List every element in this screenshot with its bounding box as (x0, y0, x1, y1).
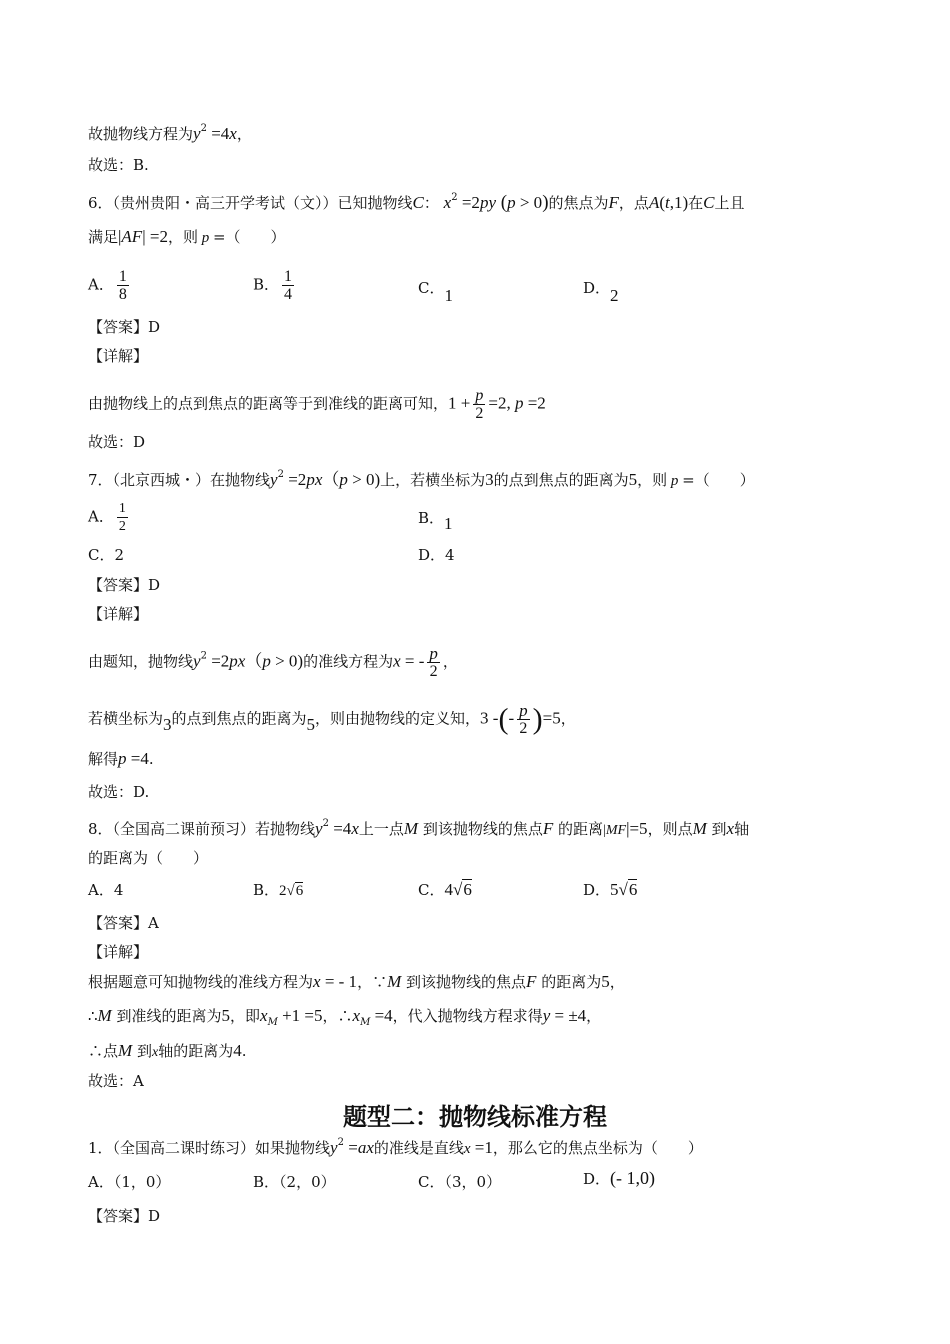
text-span: ，那么它的焦点坐标为（ ） (492, 1139, 703, 1157)
option-1-c: C．（3，0） (418, 1173, 502, 1191)
option-6-d (583, 278, 619, 305)
question-6-stem-cont: 满足|AF| =2，则 p =（ ） (88, 227, 286, 246)
solution-6: 由抛物线上的点到焦点的距离等于到准线的距离可知，1 + $\frac{p}{2}$ =2, p =2 (88, 387, 546, 422)
option-label: B． (253, 881, 280, 899)
text-span: 若横坐标为 (88, 709, 164, 728)
option-6-c (418, 278, 453, 305)
text-span: ，则由抛物线的定义知， (315, 709, 481, 728)
text-span: 的焦点为 (548, 194, 609, 212)
text-span: =（ ） (682, 471, 755, 489)
text-span: 到该抛物线的焦点 (422, 820, 543, 838)
option-7-d: D．4 (418, 546, 455, 564)
choice-8: 故选：A (88, 1072, 144, 1090)
option-6-b: B． $\frac{1}{4}$ (253, 268, 293, 303)
option-8-b: B．2√6 (253, 881, 304, 899)
text-span: 8．（全国高二课前预习）若抛物线 (88, 820, 316, 838)
text-span: 的点到焦点的距离为 (171, 709, 307, 728)
option-7-a: A． $\frac{1}{2}$ (88, 501, 126, 534)
text-span: 到该抛物线的焦点 (406, 973, 527, 991)
option-8-a: A．4 (88, 881, 124, 899)
option-value: 2 (610, 286, 619, 305)
option-label: C． (418, 881, 445, 899)
solution-8-line3: ∴点M 到x轴的距离为4. (88, 1041, 247, 1060)
choice-7: 故选：D. (88, 783, 150, 801)
text-span: 满足 (88, 228, 119, 246)
answer-6: 【答案】D (88, 318, 161, 336)
question-8-stem: 8．（全国高二课前预习）若抛物线$y^2 =4x$上一点M 到该抛物线的焦点F 的距离|MF|=5，则点M 到x轴 (88, 818, 750, 838)
text-span: ，则点 (647, 820, 693, 838)
text-span: 轴的距离为 (158, 1042, 234, 1060)
option-label: D． (583, 881, 611, 899)
solution-7-line2: 若横坐标为3的点到焦点的距离为5，则由抛物线的定义知，3 -(- $\frac{p}{2}$ )=5， (88, 701, 576, 737)
text-span: 的点到焦点的距离为 (493, 471, 629, 489)
option-1-a: A．（1，0） (88, 1173, 171, 1191)
text-span: 故抛物线方程为 (88, 125, 194, 143)
option-label: B． (253, 275, 280, 294)
detail-7: 【详解】 (88, 605, 149, 623)
answer-8: 【答案】A (88, 914, 159, 932)
text-span: ，则 (167, 228, 198, 246)
question-1-stem: 1．（全国高二课时练习）如果抛物线$y^2 =ax$的准线是直线x =1，那么它的焦点坐标为（ ） (88, 1137, 703, 1157)
solution-7-line1: 由题知，抛物线$y^2 =2px(p > 0)$的准线方程为x = - $\frac{p}{2}$ ， (88, 644, 458, 680)
answer-7: 【答案】D (88, 576, 161, 594)
text-span: 上且 (714, 194, 745, 212)
answer-1: 【答案】D (88, 1207, 161, 1225)
text-span: ，即 (230, 1007, 261, 1025)
choice-6: 故选：D (88, 433, 146, 451)
text-span: 到 (136, 1042, 152, 1060)
option-value: 1 (444, 514, 453, 533)
section-title: 题型二：抛物线标准方程 (343, 1103, 607, 1131)
text-span: ∴点 (88, 1042, 119, 1060)
choice-line: 故选：B. (88, 156, 149, 174)
text-line: 故抛物线方程为$y^2 =4x$， (88, 123, 252, 143)
solution-8-line2: ∴M 到准线的距离为5，即$x_M +1 =5$，$\therefore x_M =4$，代入抛物线方程求得y = ±4， (88, 1006, 602, 1028)
detail-6: 【详解】 (88, 347, 149, 365)
text-span: 由抛物线上的点到焦点的距离等于到准线的距离可知， (88, 394, 449, 413)
text-span: 到 (711, 820, 727, 838)
text-span: ，∵ (357, 973, 388, 991)
option-1-d: D．(- 1,0) (583, 1168, 656, 1188)
text-span: ，点 (618, 194, 649, 212)
solution-8-line1: 根据题意可知抛物线的准线方程为x = - 1，∵M 到该抛物线的焦点F 的距离为5， (88, 972, 625, 991)
option-label: D． (583, 279, 611, 297)
option-label: A． (88, 275, 114, 294)
question-7-stem: 7．（北京西城・）在抛物线$y^2 =2px(p > 0)$上，若横坐标为3的点到焦点的距离为5，则 p =（ ） (88, 469, 755, 489)
option-1-b: B．（2，0） (253, 1173, 336, 1191)
solution-7-line3: 解得p =4. (88, 749, 154, 768)
text-span: ∴ (88, 1007, 98, 1025)
option-6-a: A． $\frac{1}{8}$ (88, 268, 127, 303)
text-span: 在 (688, 194, 704, 212)
text-span: 轴 (734, 820, 750, 838)
text-span: 6．（贵州贵阳・高三开学考试（文））已知抛物线 (88, 194, 413, 212)
option-value: 1 (444, 286, 453, 305)
text-span: 上，若横坐标为 (380, 471, 486, 489)
text-span: ，∴ (322, 1007, 353, 1025)
option-7-b (418, 508, 453, 533)
text-span: ，代入抛物线方程求得 (392, 1007, 543, 1025)
text-span: 7．（北京西城・）在抛物线 (88, 471, 271, 489)
text-span: 上一点 (358, 820, 404, 838)
text-span: 的距离为 (541, 973, 602, 991)
text-span: ，则 (637, 471, 668, 489)
text-span: 的准线是直线 (373, 1139, 464, 1157)
text-span: 解得 (88, 750, 119, 768)
option-8-c: C．4√6 (418, 880, 472, 899)
question-6-stem: 6．（贵州贵阳・高三开学考试（文））已知抛物线C： $x^2 =2py$ (p > 0)的焦点为F，点A(t,1)在C上且 (88, 192, 745, 213)
text-span: 由题知，抛物线 (88, 652, 194, 671)
option-label: A． (88, 507, 114, 526)
text-span: 根据题意可知抛物线的准线方程为 (88, 973, 314, 991)
text-span: 的距离 (558, 820, 604, 838)
option-8-d: D．5√6 (583, 880, 638, 899)
detail-8: 【详解】 (88, 943, 149, 961)
text-span: 1．（全国高二课时练习）如果抛物线 (88, 1139, 331, 1157)
text-span: =（ ） (212, 228, 286, 246)
option-label: D． (583, 1170, 611, 1188)
option-label: B． (418, 509, 445, 527)
question-8-stem-cont: 的距离为（ ） (88, 849, 209, 867)
option-7-c: C．2 (88, 546, 125, 564)
option-label: C． (418, 279, 445, 297)
text-span: 到准线的距离为 (116, 1007, 222, 1025)
text-span: 的准线方程为 (303, 652, 394, 671)
